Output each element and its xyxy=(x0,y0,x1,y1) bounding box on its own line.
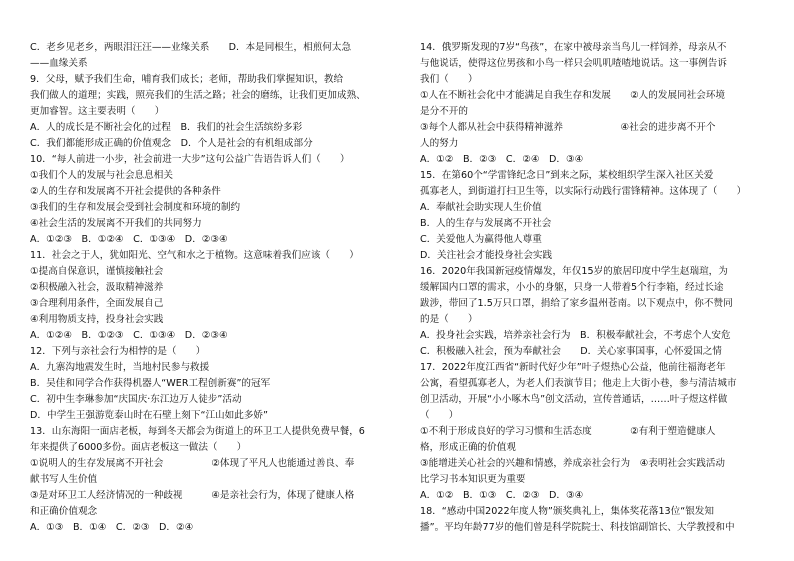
text-line: 创卫活动，开展“小小啄木鸟”创文活动，宣传普通话，……叶子煜这样做 xyxy=(420,394,728,405)
text-line: 年来提供了6000多份。面店老板这一做法（ ） xyxy=(30,442,247,453)
text-line: 16．2020年我国新冠疫情爆发，年仅15岁的旅居印度中学生赵瑞瑄，为 xyxy=(420,266,728,277)
text-line: A．人的成长是不断社会化的过程 B．我们的社会生活缤纷多彩 xyxy=(30,122,303,133)
text-line: A．①③ B．①④ C．②③ D．②④ xyxy=(30,522,194,533)
text-line: A．奉献社会助实现人生价值 xyxy=(420,202,542,213)
text-line: 孤寡老人，到街道打扫卫生等，以实际行动践行雷锋精神。这体现了（ ） xyxy=(420,186,747,197)
text-line: C．初中生李琳参加“庆国庆·东江边万人徒步”活动 xyxy=(30,394,242,405)
text-line: ③每个人都从社会中获得精神滋养 ④社会的进步离不开个 xyxy=(420,122,716,133)
text-line: A．①②③ B．①②④ C．①③④ D．②③④ xyxy=(30,234,228,245)
text-line: 我们（ ） xyxy=(420,74,478,85)
text-line: ①人在不断社会化中才能满足自我生存和发展 ②人的发展同社会环境 xyxy=(420,90,726,101)
text-line: 10．“每人前进一小步，社会前进一大步”这句公益广告语告诉人们（ ） xyxy=(30,154,350,165)
text-line: 跋涉，带回了1.5万只口罩，捐给了家乡温州苍南。以下观点中，你不赞同 xyxy=(420,298,733,309)
text-line: ①我们个人的发展与社会息息相关 xyxy=(30,170,173,181)
text-line: ③是对环卫工人经济情况的一种歧视 ④是亲社会行为，体现了健康人格 xyxy=(30,490,355,501)
text-line: 和正确价值观念 xyxy=(30,506,98,517)
text-line: ——血缘关系 xyxy=(30,58,88,69)
text-line: A．投身社会实践，培养亲社会行为 B．积极奉献社会，不考虑个人安危 xyxy=(420,330,731,341)
text-line: ④社会生活的发展离不开我们的共同努力 xyxy=(30,218,202,229)
text-line: ③能增进关心社会的兴趣和情感，养成亲社会行为 ④表明社会实践活动 xyxy=(420,458,726,469)
text-line: 公寓，看望孤寡老人，为老人们表演节目；他走上大街小巷，参与清洁城市 xyxy=(420,378,737,389)
text-line: ①提高自保意识，谨慎接触社会 xyxy=(30,266,164,277)
text-line: A．九寨沟地震发生时，当地村民参与救援 xyxy=(30,362,210,373)
text-line: ①说明人的生存发展离不开社会 ②体现了平凡人也能通过善良、奉 xyxy=(30,458,355,469)
text-line: 更加睿智。这主要表明（ ） xyxy=(30,106,165,117)
text-line: 献书写人生价值 xyxy=(30,474,98,485)
text-line: A．①②④ B．①②③ C．①③④ D．②③④ xyxy=(30,330,228,341)
text-line: 14．俄罗斯发现的7岁“鸟孩”，在家中被母亲当鸟儿一样饲养，母亲从不 xyxy=(420,42,727,53)
text-line: B．吴佳和同学合作获得机器人“WER工程创新赛”的冠军 xyxy=(30,378,271,389)
text-line: ④利用物质支持，投身社会实践 xyxy=(30,314,164,325)
text-line: 是分不开的 xyxy=(420,106,468,117)
text-line: 播”。平均年龄77岁的他们曾是科学院院士、科技馆副馆长、大学教授和中 xyxy=(420,522,735,533)
text-line: D．关注社会才能投身社会实践 xyxy=(420,250,553,261)
text-line: 11．社会之于人，犹如阳光、空气和水之于植物。这意味着我们应该（ ） xyxy=(30,250,359,261)
text-line: 17．2022年度江西省“新时代好少年”叶子煜热心公益，他前往福海老年 xyxy=(420,362,726,373)
text-line: C．老乡见老乡，两眼泪汪汪——业缘关系 D．本是同根生，相煎何太急 xyxy=(30,42,352,53)
text-line: A．①② B．①③ C．②③ D．③④ xyxy=(420,490,584,501)
text-line: 缓解国内口罩的需求，小小的身躯，只身一人带着5个行李箱，经过长途 xyxy=(420,282,724,293)
text-line: 与他说话，使得这位男孩和小鸟一样只会叽叽喳喳地说话。这一事例告诉 xyxy=(420,58,727,69)
right-column xyxy=(420,40,782,536)
text-line: ③合理利用条件，全面发展自己 xyxy=(30,298,164,309)
text-line: ③我们的生存和发展会受到社会制度和环境的制约 xyxy=(30,202,241,213)
text-line: 人的努力 xyxy=(420,138,459,149)
text-line: 比学习书本知识更为重要 xyxy=(420,474,526,485)
text-line: C．关爱他人为赢得他人尊重 xyxy=(420,234,542,245)
text-line: D．中学生王强游览泰山时在石壁上刻下“江山如此多娇” xyxy=(30,410,268,421)
text-line: 我们做人的道理；实践，照亮我们的生活之路；社会的磨练，让我们更加成熟、 xyxy=(30,90,366,101)
text-line: 9．父母，赋予我们生命，哺育我们成长；老师，帮助我们掌握知识，教给 xyxy=(30,74,344,85)
text-line: C．积极融入社会，预为奉献社会 D．关心家事国事，心怀爱国之情 xyxy=(420,346,722,357)
text-line: ②积极融入社会，汲取精神滋养 xyxy=(30,282,164,293)
text-line: 13．山东海阳一面店老板，每到冬天都会为街道上的环卫工人提供免费早餐，6 xyxy=(30,426,365,437)
text-line: ①不利于形成良好的学习习惯和生活态度 ②有利于塑造健康人 xyxy=(420,426,716,437)
text-line: 格，形成正确的价值观 xyxy=(420,442,516,453)
text-line: （ ） xyxy=(420,410,459,421)
text-line: ②人的生存和发展离不开社会提供的各种条件 xyxy=(30,186,221,197)
text-line: 15．在第60个“学雷锋纪念日”到来之际，某校组织学生深入社区关爱 xyxy=(420,170,714,181)
left-column xyxy=(30,40,392,536)
text-line: 的是（ ） xyxy=(420,314,478,325)
text-line: A．①② B．②③ C．②④ D．③④ xyxy=(420,154,584,165)
text-line: 12．下列与亲社会行为相悖的是（ ） xyxy=(30,346,206,357)
text-line: B．人的生存与发展离不开社会 xyxy=(420,218,552,229)
text-line: C．我们都能形成正确的价值观念 D．个人是社会的有机组成部分 xyxy=(30,138,313,149)
text-line: 18．“感动中国2022年度人物”颁奖典礼上，集体奖花落13位“银发知 xyxy=(420,506,714,517)
